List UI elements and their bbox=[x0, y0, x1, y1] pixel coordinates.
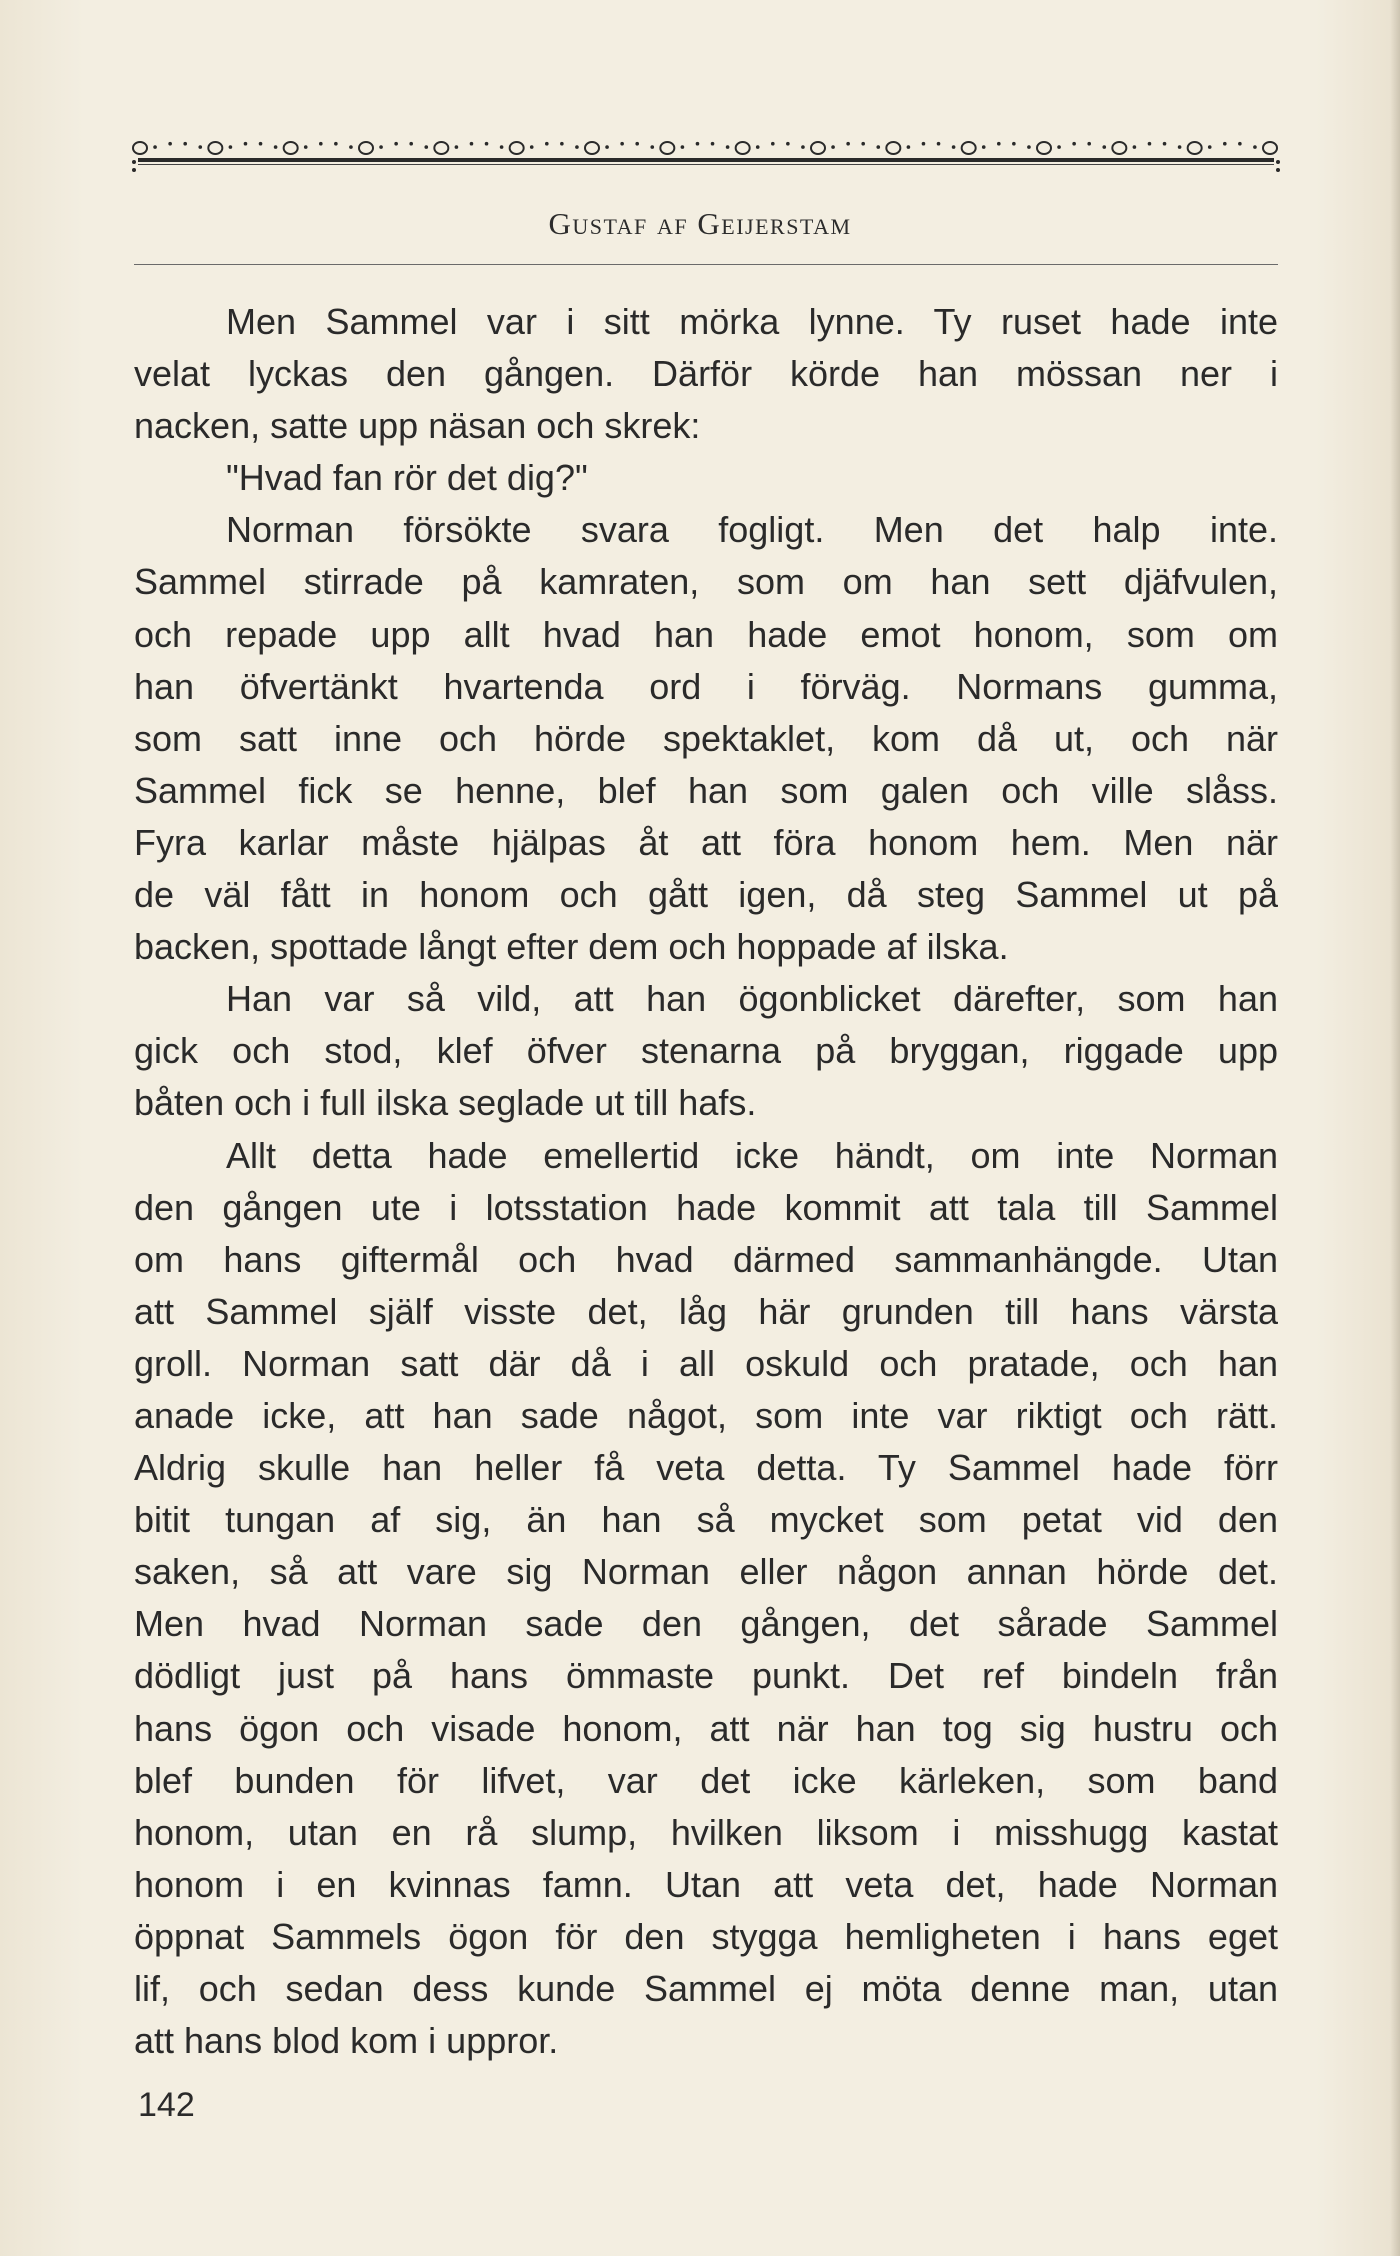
body-text bbox=[134, 296, 1278, 2067]
text-line: Men hvad Norman sade den gången, det sårade Sammel bbox=[134, 1603, 1278, 1645]
text-line: Sammel stirrade på kamraten, som om han sett djäfvulen, bbox=[134, 561, 1278, 603]
page-edge-shadow bbox=[1390, 0, 1400, 2256]
ornament-dot bbox=[274, 145, 278, 149]
ornament-dot bbox=[650, 145, 654, 149]
ornament-dot bbox=[198, 145, 202, 149]
ornament-dot bbox=[997, 142, 1001, 146]
text-line: lif, och sedan dess kunde Sammel ej möta denne man, utan bbox=[134, 1968, 1278, 2009]
ornament-dot bbox=[424, 145, 428, 149]
text-line: saken, så att vare sig Norman eller någon annan hörde det. bbox=[134, 1551, 1278, 1593]
ornament-dot bbox=[500, 145, 504, 149]
text-line: om hans giftermål och hvad därmed sammanhängde. Utan bbox=[134, 1238, 1278, 1280]
text-line: "Hvad fan rör det dig?" bbox=[226, 457, 588, 499]
ornament-dot bbox=[1148, 142, 1152, 146]
ornament-dot bbox=[379, 145, 383, 149]
text-line: blef bunden för lifvet, var det icke kärleken, som band bbox=[134, 1759, 1278, 1801]
ornament-dot bbox=[153, 145, 157, 149]
ornament-dot bbox=[1027, 145, 1031, 149]
ornament-dot bbox=[861, 142, 865, 146]
text-line: hans ögon och visade honom, att när han tog sig hustru och bbox=[134, 1707, 1278, 1749]
text-line: Sammel fick se henne, blef han som galen och ville slåss. bbox=[134, 769, 1278, 811]
ornament-dot bbox=[1163, 142, 1167, 146]
ornament-dot bbox=[470, 142, 474, 146]
text-line: båten och i full ilska seglade ut till hafs. bbox=[134, 1082, 757, 1124]
text-line: gick och stod, klef öfver stenarna på bryggan, riggade upp bbox=[134, 1030, 1278, 1072]
text-line: Fyra karlar måste hjälpas åt att föra honom hem. Men när bbox=[134, 821, 1278, 863]
text-line: att Sammel själf visste det, låg här grunden till hans värsta bbox=[134, 1290, 1278, 1332]
ornament-dot bbox=[1012, 142, 1016, 146]
ornament-dot bbox=[304, 145, 308, 149]
ornament-dot bbox=[1178, 145, 1182, 149]
text-line: groll. Norman satt där då i all oskuld och pratade, och han bbox=[134, 1342, 1278, 1384]
text-line: öppnat Sammels ögon för den stygga hemligheten i hans eget bbox=[134, 1915, 1278, 1957]
ornament-dot bbox=[1102, 145, 1106, 149]
text-line: backen, spottade långt efter dem och hoppade af ilska. bbox=[134, 926, 1009, 968]
ornament-ring bbox=[1037, 142, 1051, 154]
text-line: bitit tungan af sig, än han så mycket som petat vid den bbox=[134, 1499, 1278, 1541]
ornament-dot bbox=[1223, 142, 1227, 146]
ornament-dot bbox=[831, 145, 835, 149]
text-line: dödligt just på hans ömmaste punkt. Det ref bindeln från bbox=[134, 1655, 1278, 1697]
ornament-dot bbox=[183, 142, 187, 146]
ornament-dot bbox=[560, 142, 564, 146]
ornament-dot bbox=[605, 145, 609, 149]
text-line: honom, utan en rå slump, hvilken liksom i misshugg kastat bbox=[134, 1811, 1278, 1853]
text-line: Aldrig skulle han heller få veta detta. Ty Sammel hade förr bbox=[134, 1447, 1278, 1489]
text-line: de väl fått in honom och gått igen, då steg Sammel ut på bbox=[134, 874, 1278, 916]
ornament-dot bbox=[922, 142, 926, 146]
ornament-ring bbox=[962, 142, 976, 154]
ornament-dot bbox=[259, 142, 263, 146]
ornament-dot bbox=[907, 145, 911, 149]
ornament-dot bbox=[771, 142, 775, 146]
page-number: 142 bbox=[138, 2086, 195, 2124]
ornament-dot bbox=[455, 145, 459, 149]
ornament-dot bbox=[244, 142, 248, 146]
ornament-ring bbox=[811, 142, 825, 154]
ornament-dot bbox=[1208, 145, 1212, 149]
ornament-dot bbox=[635, 142, 639, 146]
decorative-ornament-border bbox=[132, 128, 1280, 178]
ornament-dot bbox=[575, 145, 579, 149]
ornament-dot bbox=[334, 142, 338, 146]
ornament-dot bbox=[1087, 142, 1091, 146]
text-line: nacken, satte upp näsan och skrek: bbox=[134, 405, 701, 447]
ornament-ring bbox=[886, 142, 900, 154]
ornament-dot bbox=[394, 142, 398, 146]
ornament-ring bbox=[284, 142, 298, 154]
ornament-dot bbox=[168, 142, 172, 146]
ornament-ring bbox=[434, 142, 448, 154]
ornament-dot bbox=[1238, 142, 1242, 146]
ornament-ring bbox=[510, 142, 524, 154]
text-line: honom i en kvinnas famn. Utan att veta det, hade Norman bbox=[134, 1863, 1278, 1905]
ornament-ring bbox=[359, 142, 373, 154]
text-line: att hans blod kom i uppror. bbox=[134, 2020, 559, 2062]
ornament-dot bbox=[876, 145, 880, 149]
text-line: och repade upp allt hvad han hade emot honom, som om bbox=[134, 613, 1278, 655]
text-line: velat lyckas den gången. Därför körde han mössan ner i bbox=[134, 353, 1278, 395]
ornament-dot bbox=[485, 142, 489, 146]
ornament-dot bbox=[545, 142, 549, 146]
ornament-dot bbox=[696, 142, 700, 146]
ornament-dot bbox=[409, 142, 413, 146]
text-line: anade icke, att han sade något, som inte var riktigt och rätt. bbox=[134, 1394, 1278, 1436]
ornament-dot bbox=[952, 145, 956, 149]
ornament-dot bbox=[801, 145, 805, 149]
ornament-ring bbox=[133, 142, 147, 154]
ornament-dot bbox=[229, 145, 233, 149]
ornament-dot bbox=[711, 142, 715, 146]
ornament-dot bbox=[1253, 145, 1257, 149]
ornament-dot bbox=[1133, 145, 1137, 149]
ornament-dot bbox=[1072, 142, 1076, 146]
ornament-dot bbox=[756, 145, 760, 149]
ornament-ring bbox=[585, 142, 599, 154]
running-head: Gustaf af Geijerstam bbox=[548, 206, 852, 241]
text-line: som satt inne och hörde spektaklet, kom då ut, och när bbox=[134, 717, 1278, 759]
header-rule bbox=[134, 264, 1278, 265]
text-line: Allt detta hade emellertid icke händt, om inte Norman bbox=[226, 1134, 1278, 1176]
ornament-dot bbox=[620, 142, 624, 146]
text-line: Han var så vild, att han ögonblicket därefter, som han bbox=[226, 978, 1278, 1020]
text-line: han öfvertänkt hvartenda ord i förväg. Normans gumma, bbox=[134, 665, 1278, 707]
ornament-dot bbox=[1057, 145, 1061, 149]
ornament-dot bbox=[786, 142, 790, 146]
ornament-dot bbox=[726, 145, 730, 149]
ornament-ring bbox=[1112, 142, 1126, 154]
ornament-dot bbox=[319, 142, 323, 146]
ornament-dot bbox=[530, 145, 534, 149]
ornament-dot bbox=[349, 145, 353, 149]
ornament-ring bbox=[736, 142, 750, 154]
ornament-ring bbox=[660, 142, 674, 154]
ornament-ring bbox=[208, 142, 222, 154]
text-line: Norman försökte svara fogligt. Men det halp inte. bbox=[226, 509, 1278, 551]
ornament-dot bbox=[982, 145, 986, 149]
text-line: den gången ute i lotsstation hade kommit att tala till Sammel bbox=[134, 1186, 1278, 1228]
ornament-ring bbox=[1263, 142, 1277, 154]
ornament-dot bbox=[681, 145, 685, 149]
ornament-dot bbox=[937, 142, 941, 146]
ornament-ring bbox=[1188, 142, 1202, 154]
text-line: Men Sammel var i sitt mörka lynne. Ty ruset hade inte bbox=[226, 301, 1278, 342]
ornament-dot bbox=[846, 142, 850, 146]
